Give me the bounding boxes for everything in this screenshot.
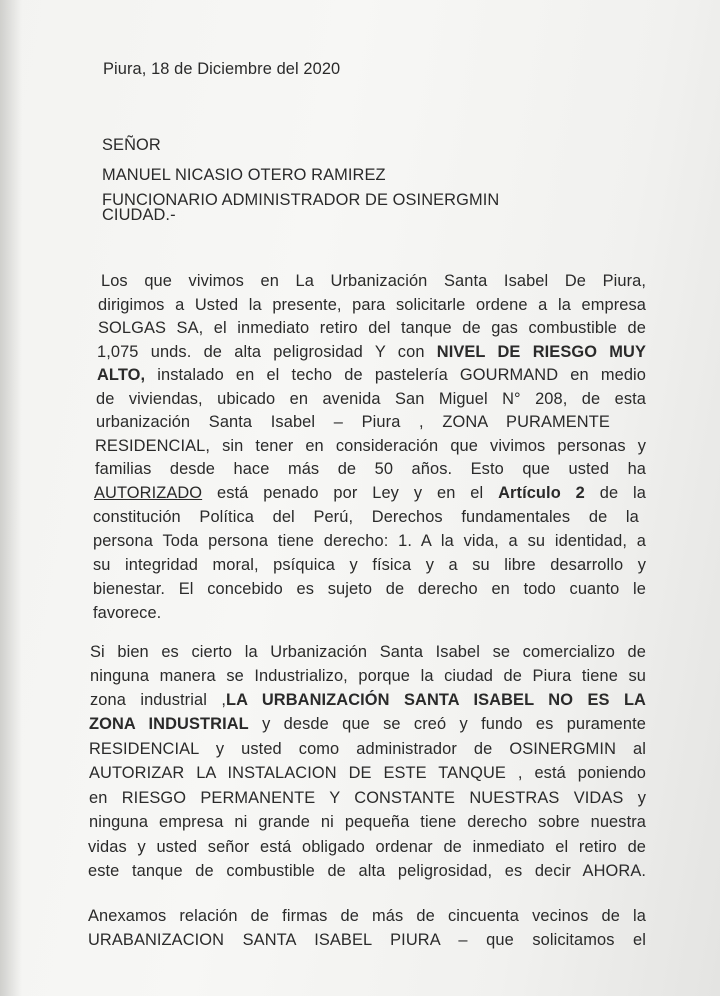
p2-line: vidas y usted señor está obligado ordenar de inmediato el retiro de bbox=[88, 838, 646, 856]
p1-line: bienestar. El concebido es sujeto de derecho en todo cuanto le bbox=[93, 580, 646, 598]
p1-line-text: 1,075 unds. de alta peligrosidad Y con bbox=[97, 343, 437, 361]
p1-line: urbanización Santa Isabel – Piura , ZONA PURAMENTE bbox=[96, 413, 610, 431]
p2-line-text: y desde que se creó y fundo es puramente bbox=[248, 715, 646, 733]
recipient-salutation: SEÑOR bbox=[102, 136, 161, 154]
p2-line: AUTORIZAR LA INSTALACION DE ESTE TANQUE , está poniendo bbox=[89, 764, 646, 782]
p1-line-text: instalado en el techo de pastelería GOURMAND en medio bbox=[145, 366, 646, 384]
p2-line: Si bien es cierto la Urbanización Santa Isabel se comercializo de bbox=[90, 643, 646, 661]
p2-line bbox=[89, 715, 646, 734]
p1-line: favorece. bbox=[93, 604, 162, 622]
recipient-name: MANUEL NICASIO OTERO RAMIREZ bbox=[102, 166, 386, 184]
p2-line: RESIDENCIAL y usted como administrador de OSINERGMIN al bbox=[89, 740, 646, 758]
p2-line: ninguna manera se Industrializo, porque la ciudad de Piura tiene su bbox=[90, 667, 646, 685]
page-edge-shadow bbox=[0, 0, 22, 996]
p2-line: en RIESGO PERMANENTE Y CONSTANTE NUESTRAS VIDAS y bbox=[89, 789, 646, 807]
p2-bold-urbanizacion: LA URBANIZACIÓN SANTA ISABEL NO ES LA bbox=[225, 691, 646, 709]
p1-line: persona Toda persona tiene derecho: 1. A la vida, a su identidad, a bbox=[93, 532, 646, 550]
p1-line: su integridad moral, psíquica y física y a su libre desarrollo y bbox=[93, 556, 646, 574]
p3-line: URABANIZACION SANTA ISABEL PIURA – que solicitamos el bbox=[88, 931, 646, 949]
p1-line: RESIDENCIAL, sin tener en consideración que vivimos personas y bbox=[95, 437, 646, 455]
p1-line bbox=[94, 484, 646, 503]
recipient-title: FUNCIONARIO ADMINISTRADOR DE OSINERGMIN bbox=[102, 191, 500, 209]
p1-line: constitución Política del Perú, Derechos fundamentales de la bbox=[93, 508, 639, 526]
p1-line: de viviendas, ubicado en avenida San Miguel N° 208, de esta bbox=[96, 390, 646, 408]
p1-line: dirigimos a Usted la presente, para solicitarle ordene a la empresa bbox=[98, 296, 646, 314]
p1-underlined-autorizado: AUTORIZADO bbox=[94, 484, 203, 502]
p3-line: Anexamos relación de firmas de más de cincuenta vecinos de la bbox=[88, 907, 646, 925]
p1-line-text: de la bbox=[584, 484, 646, 502]
p1-line bbox=[97, 343, 646, 362]
p2-line: este tanque de combustible de alta peligrosidad, es decir AHORA. bbox=[88, 862, 646, 880]
p2-line-text: zona industrial , bbox=[90, 691, 226, 709]
p1-bold-alto: ALTO, bbox=[97, 366, 146, 384]
date-line: Piura, 18 de Diciembre del 2020 bbox=[103, 60, 341, 78]
p2-line: ninguna empresa ni grande ni pequeña tiene derecho sobre nuestra bbox=[89, 813, 646, 831]
p1-line: familias desde hace más de 50 años. Esto que usted ha bbox=[95, 460, 646, 478]
p1-line: SOLGAS SA, el inmediato retiro del tanque de gas combustible de bbox=[98, 319, 646, 337]
recipient-city: CIUDAD.- bbox=[102, 206, 176, 224]
p2-bold-zona-industrial: ZONA INDUSTRIAL bbox=[89, 715, 249, 733]
p1-line-text: está penado por Ley y en el bbox=[202, 484, 499, 502]
p1-bold-risk: NIVEL DE RIESGO MUY bbox=[436, 343, 647, 361]
p1-line bbox=[97, 366, 646, 385]
p2-line bbox=[90, 691, 646, 710]
p1-bold-articulo: Artículo 2 bbox=[498, 484, 585, 502]
p1-line: Los que vivimos en La Urbanización Santa Isabel De Piura, bbox=[101, 272, 646, 290]
